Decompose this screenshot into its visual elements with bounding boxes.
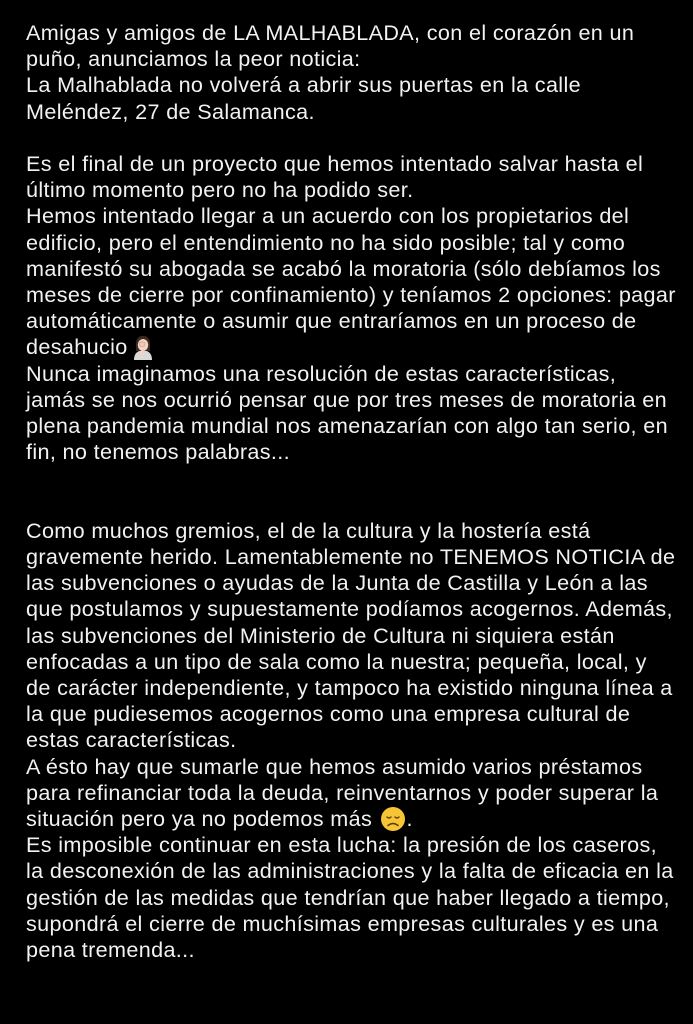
paragraph-gap <box>26 492 676 518</box>
paragraph-gap <box>26 125 676 151</box>
paragraph-loans-text: A ésto hay que sumarle que hemos asumido varios préstamos para refinanciar toda la deuda, reinventarnos y poder superar la situación pero ya no podemos más <box>26 753 659 832</box>
disappointed-face-emoji-icon <box>380 806 406 832</box>
person-facepalming-emoji-icon <box>130 334 156 360</box>
paragraph-surprise: Nunca imaginamos una resolución de estas características, jamás se nos ocurrió pensar que por tres meses de moratoria en plena pandemia mundial nos amenazarían con algo tan serio, en fin, no tenemos palabras... <box>26 360 668 465</box>
paragraph-gap <box>26 465 676 491</box>
paragraph-intro: Amigas y amigos de LA MALHABLADA, con el corazón en un puño, anunciamos la peor noticia: <box>26 20 635 72</box>
paragraph-final-project: Es el final de un proyecto que hemos intentado salvar hasta el último momento pero no ha podido ser. <box>26 151 644 203</box>
paragraph-negotiation-text: Hemos intentado llegar a un acuerdo con los propietarios del edificio, pero el entendimiento no ha sido posible; tal y como manifestó su abogada se acabó la moratoria (sólo debíamos los meses de cierre por confinamiento) y teníamos 2 opciones: pagar automáticamente o asumir que entraríamos en un proceso de desahucio <box>26 203 676 360</box>
paragraph-loans-end: . <box>406 806 413 832</box>
paragraph-conclusion: Es imposible continuar en esta lucha: la presión de los caseros, la desconexión de las administraciones y la falta de eficacia en la gestión de las medidas que tendrían que haber llegado a tiempo, supondrá el cierre de muchísimas empresas culturales y es una pena tremenda... <box>26 832 674 963</box>
post-text <box>26 20 676 963</box>
paragraph-culture-sector: Como muchos gremios, el de la cultura y la hostería está gravemente herido. Lamentablemente no TENEMOS NOTICIA de las subvenciones o ayudas de la Junta de Castilla y León a las que postulamos y supuestamente podíamos acogernos. Además, las subvenciones del Ministerio de Cultura ni siquiera están enfocadas a un tipo de sala como la nuestra; pequeña, local, y de carácter independiente, y tampoco ha existido ninguna línea a la que pudiesemos acogernos como una empresa cultural de estas características. <box>26 517 676 753</box>
paragraph-negotiation <box>26 203 676 360</box>
paragraph-announcement: La Malhablada no volverá a abrir sus puertas en la calle Meléndez, 27 de Salamanca. <box>26 72 581 124</box>
paragraph-loans <box>26 754 676 833</box>
